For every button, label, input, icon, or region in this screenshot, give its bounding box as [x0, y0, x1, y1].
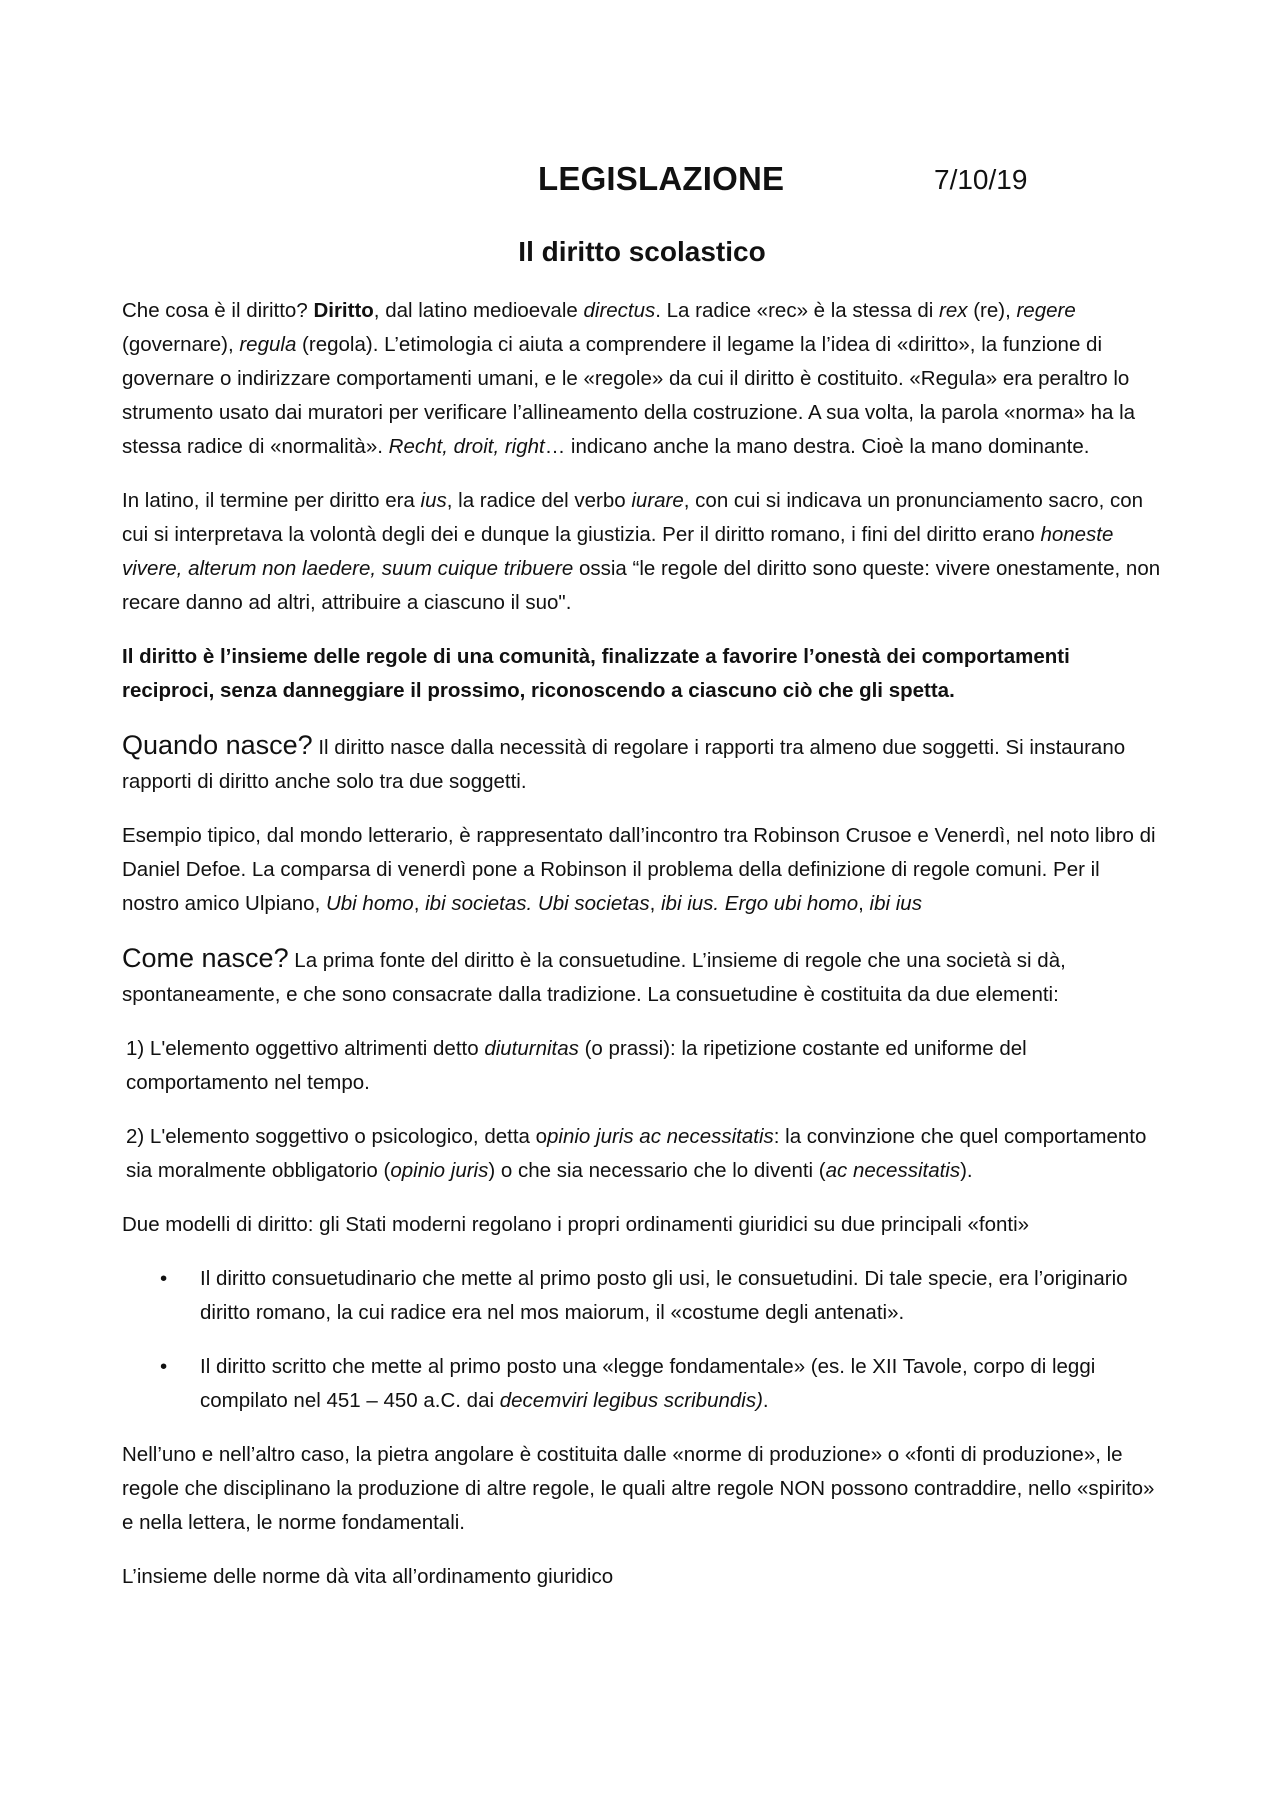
document-header — [122, 160, 1162, 208]
text-run: , — [649, 892, 661, 915]
text-run: Che cosa è il diritto? — [122, 299, 314, 322]
italic-term: decemviri legibus scribundis) — [499, 1389, 763, 1412]
document-date: 7/10/19 — [934, 164, 1028, 195]
italic-term: honeste vivere, alterum non laedere, suum cuique tribuere — [122, 523, 1114, 580]
text-run: (regola). L’etimologia ci aiuta a comprendere il legame la l’idea di «diritto», la funzione di governare o indirizzare comportamenti umani, e le «regole» da cui il diritto è costituito. «Regula» era peraltro lo strumento usato dai muratori per verificare l’allineamento della costruzione. A sua volta, la parola «norma» ha la stessa radice di «normalità». — [122, 333, 1136, 458]
text-run: ) o che sia necessario che lo diventi ( — [488, 1159, 826, 1182]
italic-term: ac necessitatis — [825, 1159, 961, 1182]
paragraph-pietra-angolare: Nell’uno e nell’altro caso, la pietra angolare è costituita dalle «norme di produzione» o «fonti di produzione», le regole che disciplinano la produzione di altre regole, le quali altre regole NON possono contraddire, nello «spirito» e nella lettera, le norme fondamentali. — [122, 1443, 1155, 1534]
italic-term: pinio juris ac necessitatis — [547, 1125, 774, 1148]
list-item — [122, 1262, 1162, 1330]
text-run: In latino, il termine per diritto era — [122, 489, 421, 512]
italic-term: regula — [239, 333, 297, 356]
text-run: Il diritto consuetudinario che mette al primo posto gli usi, le consuetudini. Di tale specie, era l’originario diritto romano, la cui radice era nel mos maiorum, il «costume degli antenati». — [200, 1267, 1128, 1324]
paragraph-element-1 — [122, 1032, 1162, 1100]
document-subtitle: Il diritto scolastico — [518, 236, 766, 267]
paragraph-bold-definition: Il diritto è l’insieme delle regole di una comunità, finalizzate a favorire l’onestà dei comportamenti reciproci, senza danneggiare il prossimo, riconoscendo a ciascuno ciò che gli spetta. — [122, 645, 1070, 702]
italic-term: ibi societas. Ubi societas — [425, 892, 650, 915]
text-run: La prima fonte del diritto è la consuetudine. L’insieme di regole che una società si dà, spontaneamente, e che sono consacrate dalla tradizione. La consuetudine è costituita da due elementi: — [122, 949, 1066, 1006]
text-run: ). — [960, 1159, 973, 1182]
italic-term: Recht, droit, right — [388, 435, 545, 458]
italic-term: ibi ius. Ergo ubi homo — [661, 892, 859, 915]
text-run: Esempio tipico, dal mondo letterario, è rappresentato dall’incontro tra Robinson Crusoe e Venerdì, nel noto libro di Daniel Defoe. La comparsa di venerdì pone a Robinson il problema della definizione di regole comuni. Per il nostro amico Ulpiano, — [122, 824, 1156, 915]
section-lead-quando: Quando nasce? — [122, 730, 313, 760]
text-run: ossia “le regole del diritto sono queste: vivere onestamente, non recare danno ad altri, attribuire a ciascuno il suo". — [122, 557, 1161, 614]
paragraph-robinson — [122, 819, 1162, 921]
italic-term: ius — [420, 489, 447, 512]
italic-term: Ubi homo — [325, 892, 414, 915]
text-run: , — [413, 892, 426, 915]
italic-term: regere — [1016, 299, 1076, 322]
text-run: , con cui si indicava un pronunciamento sacro, con cui si interpretava la volontà degli dei e dunque la giustizia. Per il diritto romano, i fini del diritto erano — [122, 489, 1144, 546]
bullet-list — [122, 1262, 1162, 1418]
text-run: Il diritto scritto che mette al primo posto una «legge fondamentale» (es. le XII Tavole, corpo di leggi compilato nel 451 – 450 a.C. dai — [200, 1355, 1096, 1412]
text-run: (re), — [967, 299, 1017, 322]
italic-term: diuturnitas — [484, 1037, 579, 1060]
text-run: 1) L'elemento oggettivo altrimenti detto — [126, 1037, 485, 1060]
paragraph-latin — [122, 484, 1162, 620]
text-run: … indicano anche la mano destra. Cioè la mano dominante. — [544, 435, 1090, 458]
italic-term: directus — [583, 299, 656, 322]
text-run: . La radice «rec» è la stessa di — [655, 299, 940, 322]
paragraph-come-nasce — [122, 941, 1162, 1012]
italic-term: iurare — [631, 489, 684, 512]
text-run: 2) L'elemento soggettivo o psicologico, detta o — [126, 1125, 548, 1148]
italic-term: opinio juris — [390, 1159, 489, 1182]
paragraph-due-modelli: Due modelli di diritto: gli Stati moderni regolano i propri ordinamenti giuridici su due principali «fonti» — [122, 1213, 1030, 1236]
text-run: Il diritto nasce dalla necessità di regolare i rapporti tra almeno due soggetti. Si instaurano rapporti di diritto anche solo tra due soggetti. — [122, 736, 1126, 793]
text-run: . — [762, 1389, 769, 1412]
text-run: , dal latino medioevale — [373, 299, 584, 322]
text-run: (governare), — [122, 333, 240, 356]
bold-term: Diritto — [313, 299, 374, 322]
bullet-icon: • — [160, 1267, 168, 1290]
bullet-icon: • — [160, 1355, 168, 1378]
text-run: (o prassi): la ripetizione costante ed uniforme del comportamento nel tempo. — [126, 1037, 1027, 1094]
text-run: , la radice del verbo — [446, 489, 632, 512]
italic-term: rex — [939, 299, 968, 322]
italic-term: ibi ius — [869, 892, 922, 915]
paragraph-quando-nasce — [122, 728, 1162, 799]
paragraph-ordinamento: L’insieme delle norme dà vita all’ordinamento giuridico — [122, 1565, 614, 1588]
section-lead-come: Come nasce? — [122, 943, 289, 973]
list-item — [122, 1350, 1162, 1418]
text-run: : la convinzione che quel comportamento sia moralmente obbligatorio ( — [126, 1125, 1147, 1182]
paragraph-definition — [122, 294, 1162, 464]
document-title: LEGISLAZIONE — [538, 160, 785, 197]
text-run: , — [858, 892, 870, 915]
paragraph-element-2 — [122, 1120, 1162, 1188]
